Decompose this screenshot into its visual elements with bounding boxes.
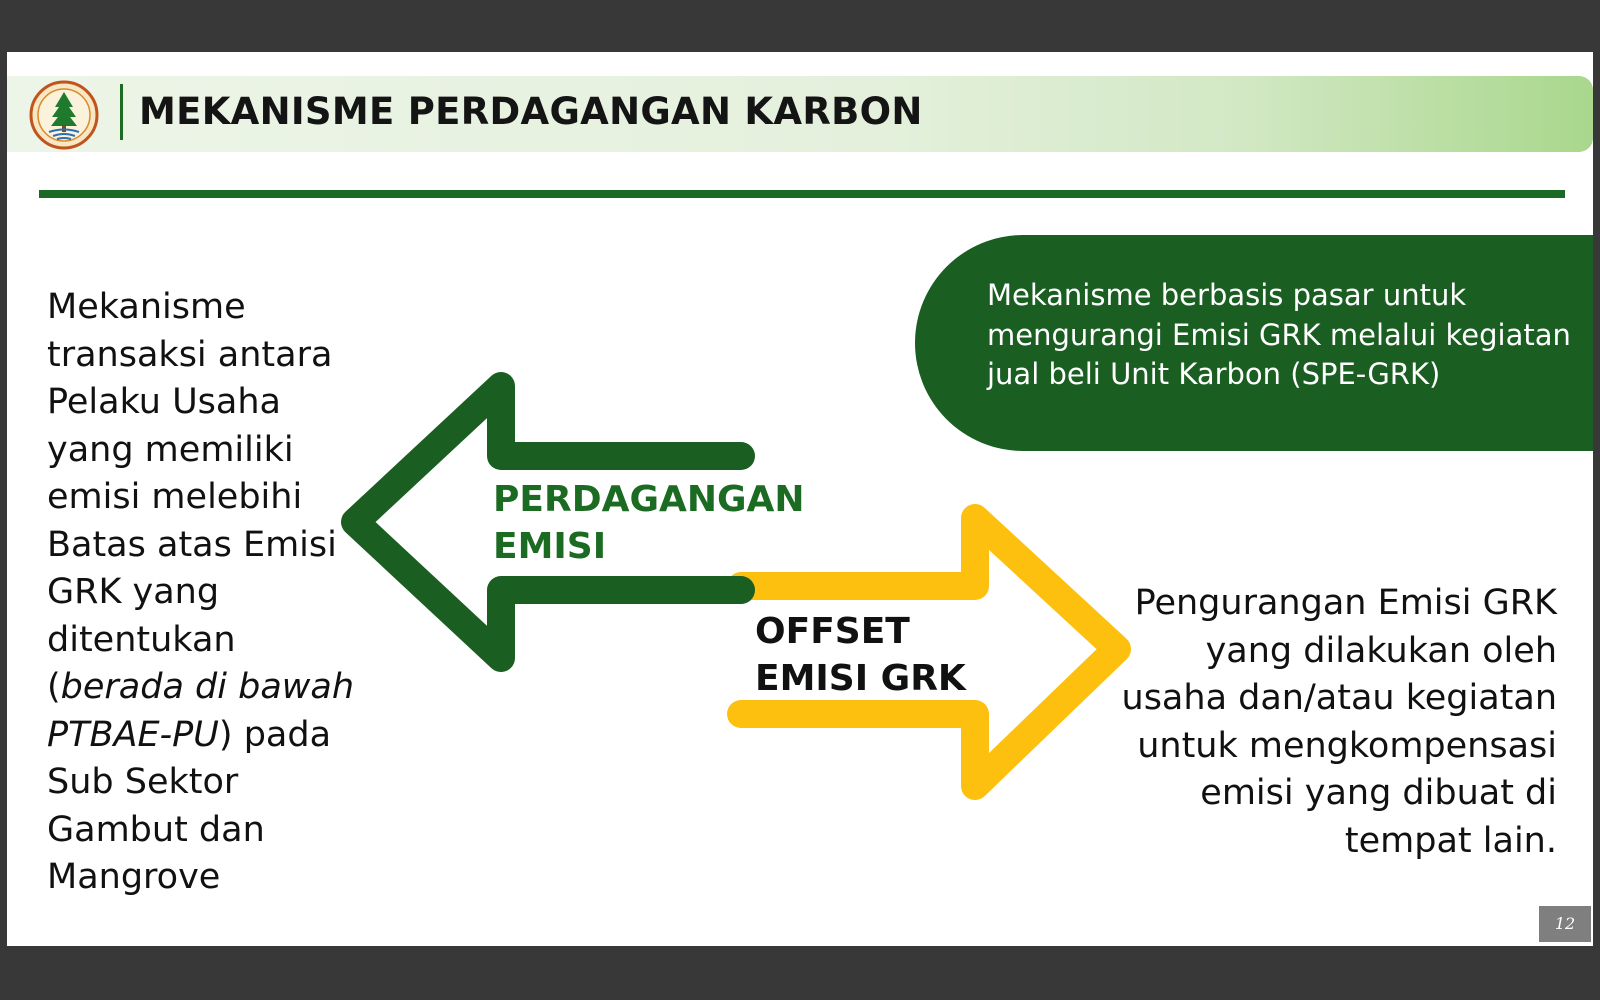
text-line: transaksi antara bbox=[47, 334, 333, 375]
label-line: EMISI GRK bbox=[755, 658, 966, 699]
text-line: Pelaku Usaha bbox=[47, 382, 281, 422]
text-line: Mekanisme bbox=[47, 287, 246, 327]
label-line: PERDAGANGAN bbox=[493, 479, 805, 520]
text-line: jual beli Unit Karbon (SPE-GRK) bbox=[987, 357, 1441, 391]
text-line: Sub Sektor bbox=[47, 762, 239, 802]
slide-title: MEKANISME PERDAGANGAN KARBON bbox=[139, 90, 923, 133]
page-number: 12 bbox=[1539, 906, 1591, 942]
text-line: yang dilakukan oleh bbox=[1205, 630, 1557, 671]
text-line: Batas atas Emisi bbox=[47, 524, 337, 565]
text-line: Gambut dan bbox=[47, 809, 265, 850]
slide bbox=[7, 52, 1593, 946]
text-line: emisi yang dibuat di bbox=[1200, 773, 1557, 813]
text-line: Mangrove bbox=[47, 857, 221, 897]
label-line: EMISI bbox=[493, 526, 607, 567]
italic-text: berada di bawah bbox=[60, 667, 355, 707]
text-line: Pengurangan Emisi GRK bbox=[1134, 583, 1557, 623]
text-line: Mekanisme berbasis pasar untuk bbox=[987, 278, 1467, 312]
offset-label bbox=[755, 608, 966, 702]
text-line: GRK yang bbox=[47, 572, 220, 612]
text-line: mengurangi Emisi GRK melalui kegiatan bbox=[987, 317, 1571, 352]
text-line: ditentukan bbox=[47, 619, 236, 660]
text-line: untuk mengkompensasi bbox=[1137, 725, 1557, 766]
label-line: OFFSET bbox=[755, 611, 910, 652]
text-line: tempat lain. bbox=[1344, 820, 1557, 861]
text-line: emisi melebihi bbox=[47, 477, 303, 517]
text-line: yang memiliki bbox=[47, 429, 294, 470]
offset-description bbox=[1067, 580, 1557, 865]
text-rest: ) pada bbox=[218, 714, 332, 755]
open-paren: ( bbox=[47, 667, 61, 707]
text-line: usaha dan/atau kegiatan bbox=[1121, 678, 1557, 718]
emission-trading-label bbox=[493, 476, 805, 570]
italic-text: PTBAE-PU bbox=[47, 714, 219, 755]
